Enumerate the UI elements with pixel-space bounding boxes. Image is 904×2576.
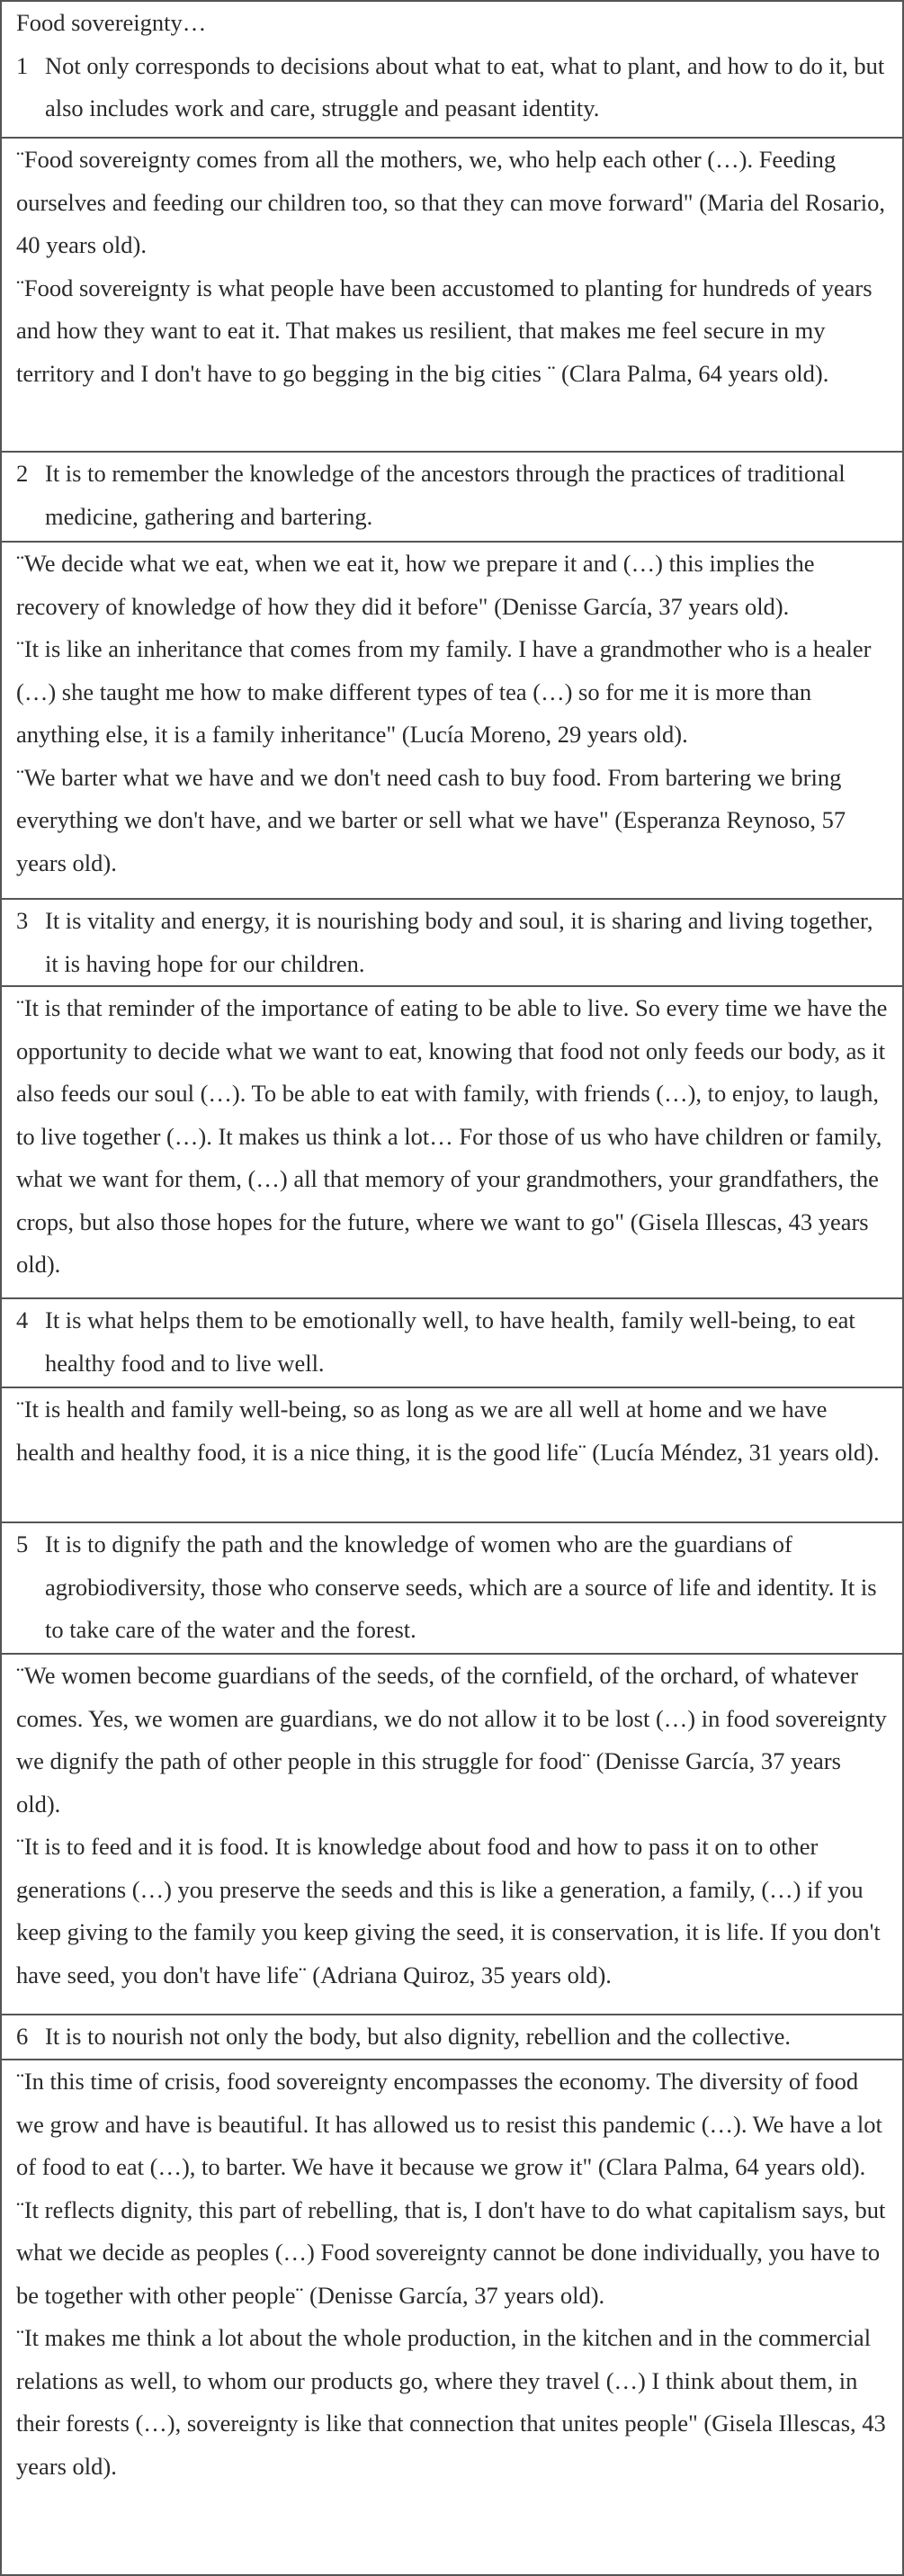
theme-row bbox=[2, 2, 902, 139]
theme-description: It is to nourish not only the body, but also dignity, rebellion and the collective. bbox=[45, 2023, 791, 2050]
quote: ¨Food sovereignty comes from all the mothers, we, who help each other (…). Feeding ourselves and feeding our children too, so that they can move forward" (Maria del Rosario, 40 years old). bbox=[16, 146, 885, 258]
theme-row bbox=[2, 900, 902, 987]
theme-description: It is to remember the knowledge of the ancestors through the practices of traditional medicine, gathering and bartering. bbox=[45, 460, 846, 530]
theme-text bbox=[16, 1299, 890, 1385]
theme-row bbox=[2, 1299, 902, 1388]
theme-text bbox=[16, 45, 890, 130]
quote: ¨Food sovereignty is what people have been accustomed to planting for hundreds of years and how they want to eat it. That makes us resilient, that makes me feel secure in my territory and I don't have to go begging in the big cities ¨ (Clara Palma, 64 years old). bbox=[16, 274, 873, 387]
table-heading: Food sovereignty… bbox=[16, 9, 207, 36]
quotes-row bbox=[2, 2060, 902, 2574]
theme-number: 2 bbox=[16, 460, 29, 487]
theme-description: It is vitality and energy, it is nourishing body and soul, it is sharing and living together, it is having hope for our children. bbox=[45, 907, 873, 977]
quotes-row bbox=[2, 1655, 902, 2015]
quotes-row bbox=[2, 139, 902, 453]
theme-row bbox=[2, 2015, 902, 2060]
theme-text bbox=[16, 900, 890, 985]
quote: ¨We women become guardians of the seeds, of the cornfield, of the orchard, of whatever comes. Yes, we women are guardians, we do not allow it to be lost (…) in food sovereignty we dignify the path of other people in this struggle for food¨ (Denisse García, 37 years old). bbox=[16, 1662, 887, 1818]
quote: ¨It reflects dignity, this part of rebelling, that is, I don't have to do what capitalism says, but what we decide as peoples (…) Food sovereignty cannot be done individually, you have to be together with other people¨ (Denisse García, 37 years old). bbox=[16, 2195, 886, 2309]
quote: ¨It is health and family well-being, so as long as we are all well at home and we have health and healthy food, it is a nice thing, it is the good life¨ (Lucía Méndez, 31 years old). bbox=[16, 1396, 880, 1466]
theme-row bbox=[2, 453, 902, 543]
theme-number: 4 bbox=[16, 1306, 29, 1333]
theme-description: It is what helps them to be emotionally well, to have health, family well-being, to eat healthy food and to live well. bbox=[45, 1306, 855, 1377]
quotes-row bbox=[2, 1388, 902, 1523]
quote: ¨It makes me think a lot about the whole production, in the kitchen and in the commercial relations as well, to whom our products go, where they travel (…) I think about them, in their forests (…), sovereignty is like that connection that unites people" (Gisela Illescas, 43 years old). bbox=[16, 2324, 886, 2480]
quote: ¨It is that reminder of the importance of eating to be able to live. So every time we have the opportunity to decide what we want to eat, knowing that food not only feeds our body, as it also feeds our soul (…). To be able to eat with family, with friends (…), to enjoy, to laugh, to live together (…). It makes us think a lot… For those of us who have children or family, what we want for them, (…) all that memory of your grandmothers, your grandfathers, the crops, but also those hopes for the future, where we want to go" (Gisela Illescas, 43 years old). bbox=[16, 994, 888, 1278]
quote: ¨We barter what we have and we don't need cash to buy food. From bartering we bring everything we don't have, and we barter or sell what we have" (Esperanza Reynoso, 57 years old). bbox=[16, 763, 846, 876]
quote: ¨It is to feed and it is food. It is knowledge about food and how to pass it on to other generations (…) you preserve the seeds and this is like a generation, a family, (…) if you keep giving to the family you keep giving the seed, it is conservation, it is life. If you don't have seed, you don't have life¨ (Adriana Quiroz, 35 years old). bbox=[16, 1833, 881, 1988]
quote: ¨It is like an inheritance that comes from my family. I have a grandmother who is a healer (…) she taught me how to make different types of tea (…) so for me it is more than anything else, it is a family inheritance" (Lucía Moreno, 29 years old). bbox=[16, 635, 872, 748]
theme-number: 1 bbox=[16, 51, 29, 79]
quote: ¨In this time of crisis, food sovereignty encompasses the economy. The diversity of food we grow and have is beautiful. It has allowed us to resist this pandemic (…). We have a lot of food to eat (…), to barter. We have it because we grow it" (Clara Palma, 64 years old). bbox=[16, 2068, 882, 2180]
theme-number: 6 bbox=[16, 2023, 29, 2050]
quotes-row bbox=[2, 543, 902, 900]
quote: ¨We decide what we eat, when we eat it, how we prepare it and (…) this implies the recovery of knowledge of how they did it before" (Denisse García, 37 years old). bbox=[16, 550, 815, 620]
theme-text bbox=[16, 1523, 890, 1652]
quotes-row bbox=[2, 987, 902, 1299]
theme-text bbox=[16, 453, 890, 538]
theme-description: Not only corresponds to decisions about what to eat, what to plant, and how to do it, but also includes work and care, struggle and peasant identity. bbox=[45, 51, 885, 121]
theme-text bbox=[16, 2015, 890, 2059]
theme-number: 5 bbox=[16, 1530, 29, 1557]
theme-row bbox=[2, 1523, 902, 1655]
theme-number: 3 bbox=[16, 907, 29, 934]
theme-description: It is to dignify the path and the knowledge of women who are the guardians of agrobiodiversity, those who conserve seeds, which are a source of life and identity. It is to take care of the water and the forest. bbox=[45, 1530, 877, 1643]
